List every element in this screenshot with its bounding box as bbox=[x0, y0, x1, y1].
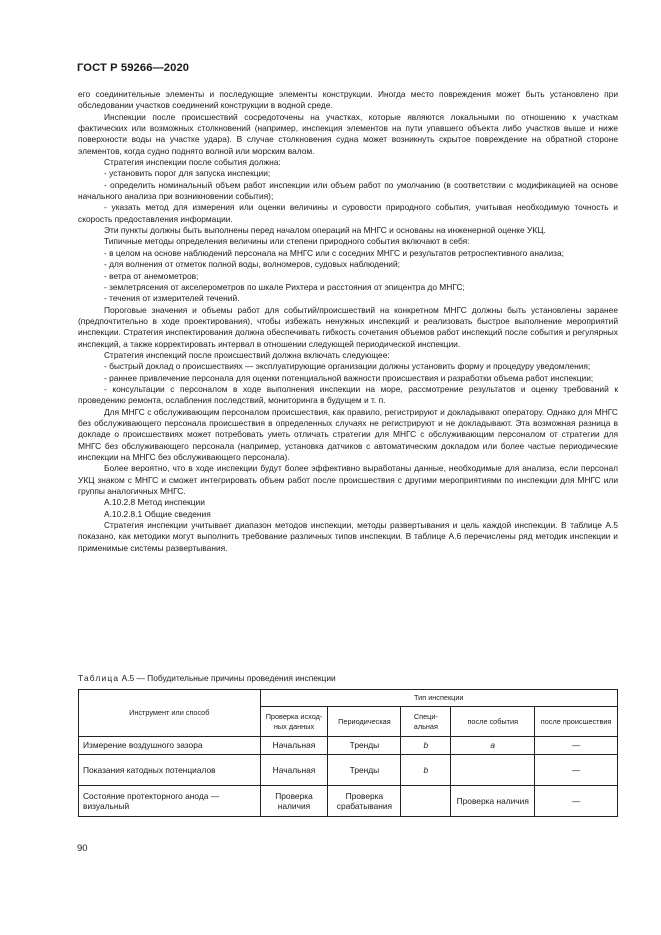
body-paragraph: А.10.2.8.1 Общие сведения bbox=[104, 508, 211, 519]
body-paragraph: - в целом на основе наблюдений персонала на МНГС или с соседних МНГС и результатов ретроспективного анализа; bbox=[104, 247, 565, 258]
body-paragraph: - землетрясения от акселерометров по шкале Рихтера и расстояния от эпицентра до МНГС; bbox=[104, 281, 465, 292]
body-paragraph: Стратегия инспекции после события должна: bbox=[104, 157, 281, 168]
table-row bbox=[79, 755, 618, 786]
cell-value: Проверка наличия bbox=[451, 786, 535, 817]
cell-value: a bbox=[451, 737, 535, 755]
inspection-triggers-table bbox=[78, 689, 618, 817]
body-paragraph: А.10.2.8 Метод инспекции bbox=[104, 497, 205, 508]
page-number: 90 bbox=[77, 843, 88, 854]
body-paragraph: - установить порог для запуска инспекции; bbox=[104, 168, 271, 179]
table-caption-prefix: Таблица bbox=[78, 673, 120, 683]
cell-value: — bbox=[535, 755, 618, 786]
row-name: Измерение воздушного зазора bbox=[79, 737, 261, 755]
header-inspection-type: Тип инспекции bbox=[260, 690, 617, 707]
body-paragraph: Типичные методы определения величины или степени природного события включают в себя: bbox=[104, 236, 470, 247]
cell-value bbox=[401, 786, 451, 817]
cell-value: b bbox=[401, 755, 451, 786]
subheader-periodic: Периодическая bbox=[328, 707, 401, 737]
body-paragraph: - консультации с персоналом в ходе выполнения инспекции на море, рассмотрение результатов и оценку требований к проведению ремонта, ослабления последствий, мониторинга в будущем и т. п. bbox=[78, 383, 618, 406]
document-header: ГОСТ Р 59266—2020 bbox=[77, 62, 190, 74]
body-paragraph: - указать метод для измерения или оценки величины и суровости природного события, учитывая необходимую точность и скорость предоставления информации. bbox=[78, 202, 618, 224]
row-name: Показания катодных потенциалов bbox=[79, 755, 261, 786]
header-instrument: Инструмент или способ bbox=[79, 690, 261, 737]
cell-value: Тренды bbox=[328, 755, 401, 786]
body-paragraph: Более вероятно, что в ходе инспекции будут более эффективно выработаны данные, необходимые для анализа, если персонал УКЦ знаком с МНГС и сможет интегрировать объем работ после происшествия с другими мероприятиями по инспекции для МНГС или группы аналогичных МНГС. bbox=[78, 463, 618, 497]
table-caption bbox=[78, 673, 336, 683]
cell-value bbox=[451, 755, 535, 786]
table-row bbox=[79, 786, 618, 817]
subheader-after-incident: после происшествия bbox=[535, 707, 618, 737]
body-paragraph: Для МНГС с обслуживающим персоналом происшествия, как правило, регистрируют и докладывают оператору. Однако для МНГС без обслуживающего персонала происшествия в определенных случаях не регистрируют и не докладывают. Эта возможная разница в докладе о происшествиях может потребовать уметь отличать стратегии для МНГС с обслуживающим персоналом от стратегии для МНГС без обслуживающего персонала (например, установка датчиков с автоматическим докладом или более частые периодические инспекции на МНГС без обслуживающего персонала). bbox=[78, 406, 618, 462]
body-paragraph: Пороговые значения и объемы работ для событий/происшествий на конкретном МНГС должны быть установлены заранее (предпочтительно в ходе проектирования), чтобы избежать ненужных инспекций и реализовать быстрое выполнение мероприятий инспекции. Стратегия инспектирования должна обеспечивать гибкость сочетания объемов работ инспекций после события и регулярных инспекций, а также корректировать интервал в отношении следующей периодической инспекции. bbox=[78, 304, 618, 349]
body-paragraph: Эти пункты должны быть выполнены перед началом операций на МНГС и основаны на инженерной оценке УКЦ. bbox=[104, 225, 546, 236]
table-caption-text: А.5 — Побудительные причины проведения инспекции bbox=[121, 673, 336, 683]
subheader-baseline: Проверка исходных данных bbox=[260, 707, 328, 737]
cell-value: Начальная bbox=[260, 755, 328, 786]
row-name: Состояние протекторного анода — визуальный bbox=[79, 786, 261, 817]
cell-value: — bbox=[535, 786, 618, 817]
cell-value: — bbox=[535, 737, 618, 755]
body-paragraph: - ветра от анемометров; bbox=[104, 270, 199, 281]
body-text bbox=[78, 89, 618, 554]
body-paragraph: - течения от измерителей течений. bbox=[104, 293, 240, 304]
cell-value: Проверка наличия bbox=[260, 786, 328, 817]
body-paragraph: его соединительные элементы и последующие элементы конструкции. Иногда место повреждения может быть установлено при обследовании участков соединений конструкции в водной среде. bbox=[78, 89, 618, 111]
cell-value: Тренды bbox=[328, 737, 401, 755]
cell-value: Начальная bbox=[260, 737, 328, 755]
body-paragraph: - быстрый доклад о происшествиях — эксплуатирующие организации должны установить форму и процедуру уведомления; bbox=[104, 361, 591, 372]
body-paragraph: - для волнения от отметок полной воды, волномеров, судовых наблюдений; bbox=[104, 259, 400, 270]
body-paragraph: Инспекции после происшествий сосредоточены на участках, которые являются локальными по отношению к участкам фактических или возможных столкновений (например, инспекция элементов на пути упавшего объекта либо участков выше и ниже поверхности воды на участке удара). В случае столкновения судна может возникнуть скрытое повреждение на обратной стороне элементов, когда судно поднято волной или морским валом. bbox=[78, 111, 618, 156]
subheader-after-event: после события bbox=[451, 707, 535, 737]
body-paragraph: - раннее привлечение персонала для оценки потенциальной важности происшествия и разработки объема работ инспекции; bbox=[104, 372, 594, 383]
table-row bbox=[79, 737, 618, 755]
cell-value: Проверка срабатывания bbox=[328, 786, 401, 817]
body-paragraph: - определить номинальный объем работ инспекции или объем работ по умолчанию (в соответствии с модификацией на основе начального анализа при возникновении события); bbox=[78, 179, 618, 202]
cell-value: b bbox=[401, 737, 451, 755]
body-paragraph: Стратегия инспекции учитывает диапазон методов инспекции, методы развертывания и цель каждой инспекции. В таблице А.5 показано, как методики могут выполнить требование различных типов инспекции. В таблице А.6 перечислены ряд методик инспекции и применимые системы развертывания. bbox=[78, 520, 618, 553]
body-paragraph: Стратегия инспекций после происшествий должна включать следующее: bbox=[104, 349, 390, 360]
subheader-special: Специальная bbox=[401, 707, 451, 737]
